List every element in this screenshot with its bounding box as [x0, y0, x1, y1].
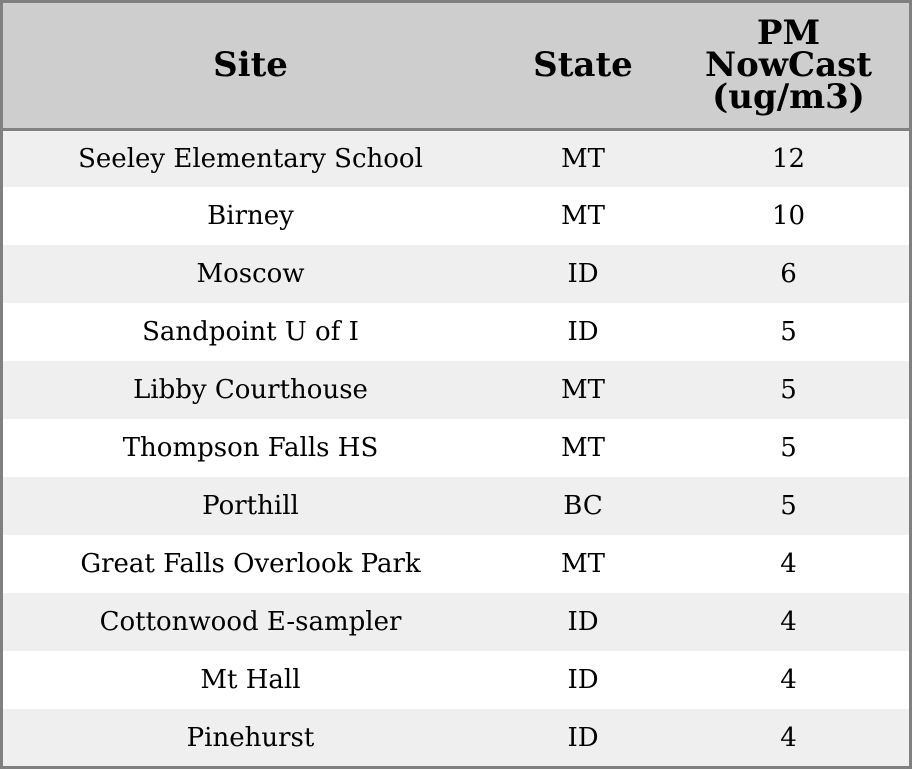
cell-state: MT — [561, 201, 605, 231]
cell-pm: 4 — [780, 607, 797, 637]
table-row — [3, 419, 909, 477]
table-row — [3, 361, 909, 419]
cell-state: MT — [561, 375, 605, 405]
cell-state: ID — [567, 317, 599, 347]
cell-pm: 5 — [780, 317, 797, 347]
cell-state: ID — [567, 259, 599, 289]
cell-pm: 5 — [780, 433, 797, 463]
cell-site: Libby Courthouse — [133, 375, 368, 405]
cell-pm: 5 — [780, 491, 797, 521]
cell-site: Pinehurst — [186, 723, 315, 753]
cell-pm: 12 — [771, 143, 806, 174]
cell-site: Great Falls Overlook Park — [80, 549, 421, 579]
cell-site: Cottonwood E-sampler — [99, 607, 402, 637]
cell-pm: 5 — [780, 375, 797, 405]
table-row — [3, 709, 909, 767]
air-quality-table — [3, 3, 909, 767]
header-state: State — [498, 3, 668, 129]
cell-state: ID — [567, 607, 599, 637]
cell-pm: 6 — [780, 259, 797, 289]
cell-state: MT — [561, 433, 605, 463]
table-row — [3, 535, 909, 593]
table-row — [3, 477, 909, 535]
cell-state: ID — [567, 665, 599, 695]
cell-state: BC — [563, 491, 603, 521]
cell-site: Moscow — [196, 259, 305, 289]
table-row — [3, 651, 909, 709]
cell-pm: 4 — [780, 723, 797, 753]
cell-site: Seeley Elementary School — [78, 143, 423, 174]
cell-site: Mt Hall — [200, 665, 301, 695]
table-body — [3, 129, 909, 767]
table-header — [3, 3, 909, 129]
cell-pm: 4 — [780, 665, 797, 695]
header-row — [3, 3, 909, 129]
cell-pm: 4 — [780, 549, 797, 579]
cell-state: MT — [561, 549, 605, 579]
table-row — [3, 593, 909, 651]
cell-site: Sandpoint U of I — [142, 317, 359, 347]
table-row — [3, 129, 909, 187]
header-site: Site — [3, 3, 498, 129]
table-row — [3, 303, 909, 361]
table-row — [3, 187, 909, 245]
table-row — [3, 245, 909, 303]
header-pm-nowcast: PM NowCast (ug/m3) — [668, 3, 909, 129]
cell-site: Porthill — [202, 491, 299, 521]
cell-site: Thompson Falls HS — [122, 433, 379, 463]
cell-site: Birney — [207, 201, 294, 231]
cell-state: ID — [567, 723, 599, 753]
cell-pm: 10 — [771, 201, 806, 231]
cell-state: MT — [561, 143, 605, 174]
